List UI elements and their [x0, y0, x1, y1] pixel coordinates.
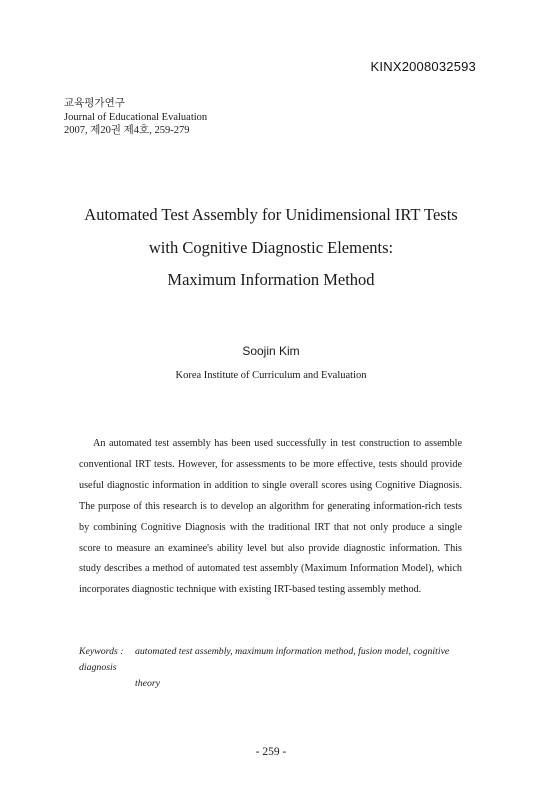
- keywords: [79, 644, 469, 692]
- keywords-line-1: [79, 644, 469, 676]
- title-line-2: with Cognitive Diagnostic Elements:: [148, 237, 394, 257]
- title-line-1: Automated Test Assembly for Unidimensional IRT Tests: [84, 205, 458, 224]
- journal-korean-name: 교육평가연구: [64, 98, 125, 109]
- keywords-line-2: theory: [135, 678, 161, 689]
- document-id: KINX2008032593: [370, 59, 476, 74]
- journal-header: [64, 97, 207, 138]
- keywords-list: automated test assembly, maximum information method, fusion model, cognitive diagnosis: [79, 646, 450, 673]
- keywords-label: Keywords :: [79, 646, 124, 657]
- journal-english-name: Journal of Educational Evaluation: [64, 111, 208, 123]
- author-name: Soojin Kim: [242, 344, 300, 358]
- journal-citation: 2007, 제20권 제4호, 259-279: [64, 125, 190, 136]
- page-number: - 259 -: [255, 746, 287, 758]
- author-affiliation: Korea Institute of Curriculum and Evaluation: [175, 370, 367, 381]
- title-line-3: Maximum Information Method: [167, 270, 375, 289]
- paper-title: [0, 199, 542, 297]
- abstract-text: An automated test assembly has been used successfully in test construction to assemble conventional IRT tests. However, for assessments to be more effective, tests should provide useful diagnostic information in addition to single overall scores using Cognitive Diagnosis. The purpose of this research is to develop an algorithm for generating information-rich tests by combining Cognitive Diagnosis with the traditional IRT that not only produce a single score to measure an examinee's ability level but also provide diagnostic information. This study describes a method of automated test assembly (Maximum Information Model), which incorporates diagnostic technique with existing IRT-based testing assembly method.: [79, 438, 462, 596]
